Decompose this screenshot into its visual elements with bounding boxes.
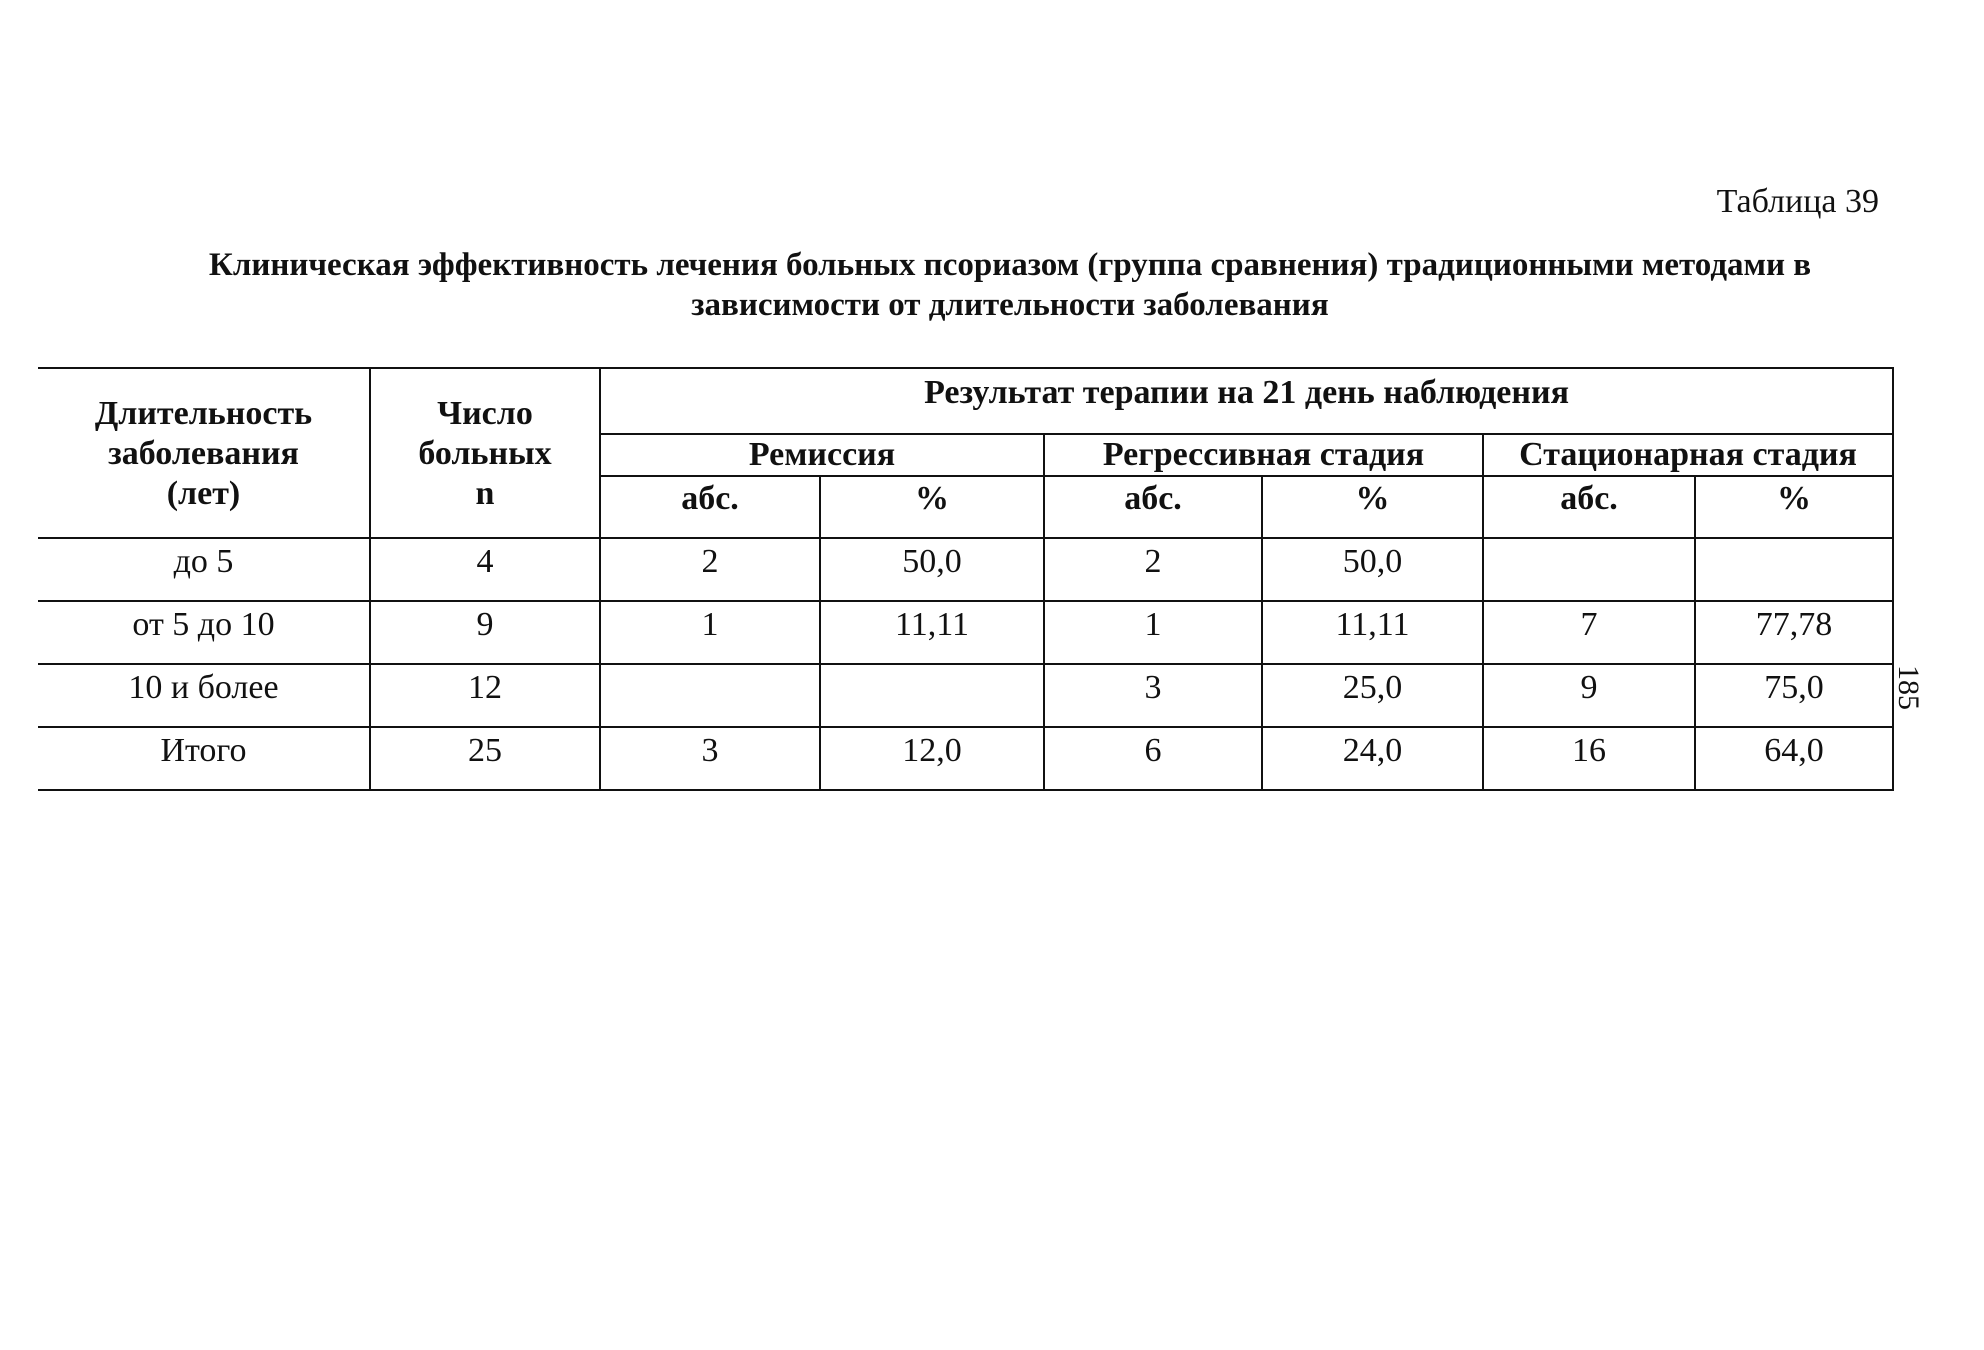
- cell-remission-pct: 12,0: [820, 727, 1044, 790]
- cell-stationary-abs: 9: [1483, 664, 1695, 727]
- cell-remission-pct: [820, 664, 1044, 727]
- header-remission: Ремиссия: [600, 434, 1044, 476]
- header-stationary: Стационарная стадия: [1483, 434, 1893, 476]
- header-patients-line-1: Число: [437, 395, 533, 432]
- cell-duration: от 5 до 10: [38, 601, 370, 664]
- cell-regressive-pct: 50,0: [1262, 538, 1483, 601]
- header-duration-line-1: Длительность: [94, 395, 313, 432]
- cell-stationary-pct: 64,0: [1695, 727, 1893, 790]
- cell-duration: до 5: [38, 538, 370, 601]
- cell-patients: 25: [370, 727, 600, 790]
- table-row-total: [38, 727, 1893, 790]
- table-title-line-2: зависимости от длительности заболевания: [691, 287, 1329, 323]
- cell-duration: Итого: [38, 727, 370, 790]
- table-row: [38, 601, 1893, 664]
- cell-regressive-pct: 25,0: [1262, 664, 1483, 727]
- cell-stationary-pct: 77,78: [1695, 601, 1893, 664]
- table-title-line-1: Клиническая эффективность лечения больных псориазом (группа сравнения) традиционными методами в: [208, 247, 1812, 283]
- cell-regressive-abs: 6: [1044, 727, 1262, 790]
- table-row: [38, 664, 1893, 727]
- table-row: [38, 538, 1893, 601]
- table-label: Таблица 39: [1716, 183, 1879, 220]
- cell-regressive-abs: 3: [1044, 664, 1262, 727]
- cell-patients: 9: [370, 601, 600, 664]
- cell-patients: 4: [370, 538, 600, 601]
- header-regressive: Регрессивная стадия: [1044, 434, 1483, 476]
- header-remission-abs: абс.: [600, 476, 820, 538]
- header-patients-line-3: n: [475, 475, 495, 512]
- cell-remission-abs: 2: [600, 538, 820, 601]
- header-result: Результат терапии на 21 день наблюдения: [600, 368, 1893, 434]
- cell-regressive-abs: 2: [1044, 538, 1262, 601]
- cell-regressive-pct: 11,11: [1262, 601, 1483, 664]
- cell-remission-abs: 3: [600, 727, 820, 790]
- header-stationary-abs: абс.: [1483, 476, 1695, 538]
- cell-regressive-abs: 1: [1044, 601, 1262, 664]
- cell-remission-abs: [600, 664, 820, 727]
- cell-remission-pct: 50,0: [820, 538, 1044, 601]
- header-patients-line-2: больных: [418, 435, 552, 472]
- cell-stationary-abs: [1483, 538, 1695, 601]
- results-table: [38, 367, 1894, 791]
- cell-stationary-pct: 75,0: [1695, 664, 1893, 727]
- cell-patients: 12: [370, 664, 600, 727]
- cell-regressive-pct: 24,0: [1262, 727, 1483, 790]
- table-title: [100, 245, 1920, 325]
- header-remission-pct: %: [820, 476, 1044, 538]
- cell-remission-pct: 11,11: [820, 601, 1044, 664]
- header-duration-line-2: заболевания: [108, 435, 299, 472]
- cell-duration: 10 и более: [38, 664, 370, 727]
- header-regressive-abs: абс.: [1044, 476, 1262, 538]
- cell-stationary-abs: 7: [1483, 601, 1695, 664]
- header-patients: [370, 368, 600, 538]
- cell-stationary-pct: [1695, 538, 1893, 601]
- header-duration: [38, 368, 370, 538]
- cell-remission-abs: 1: [600, 601, 820, 664]
- header-stationary-pct: %: [1695, 476, 1893, 538]
- header-duration-line-3: (лет): [166, 475, 241, 512]
- page-number: 185: [1892, 665, 1925, 710]
- header-regressive-pct: %: [1262, 476, 1483, 538]
- cell-stationary-abs: 16: [1483, 727, 1695, 790]
